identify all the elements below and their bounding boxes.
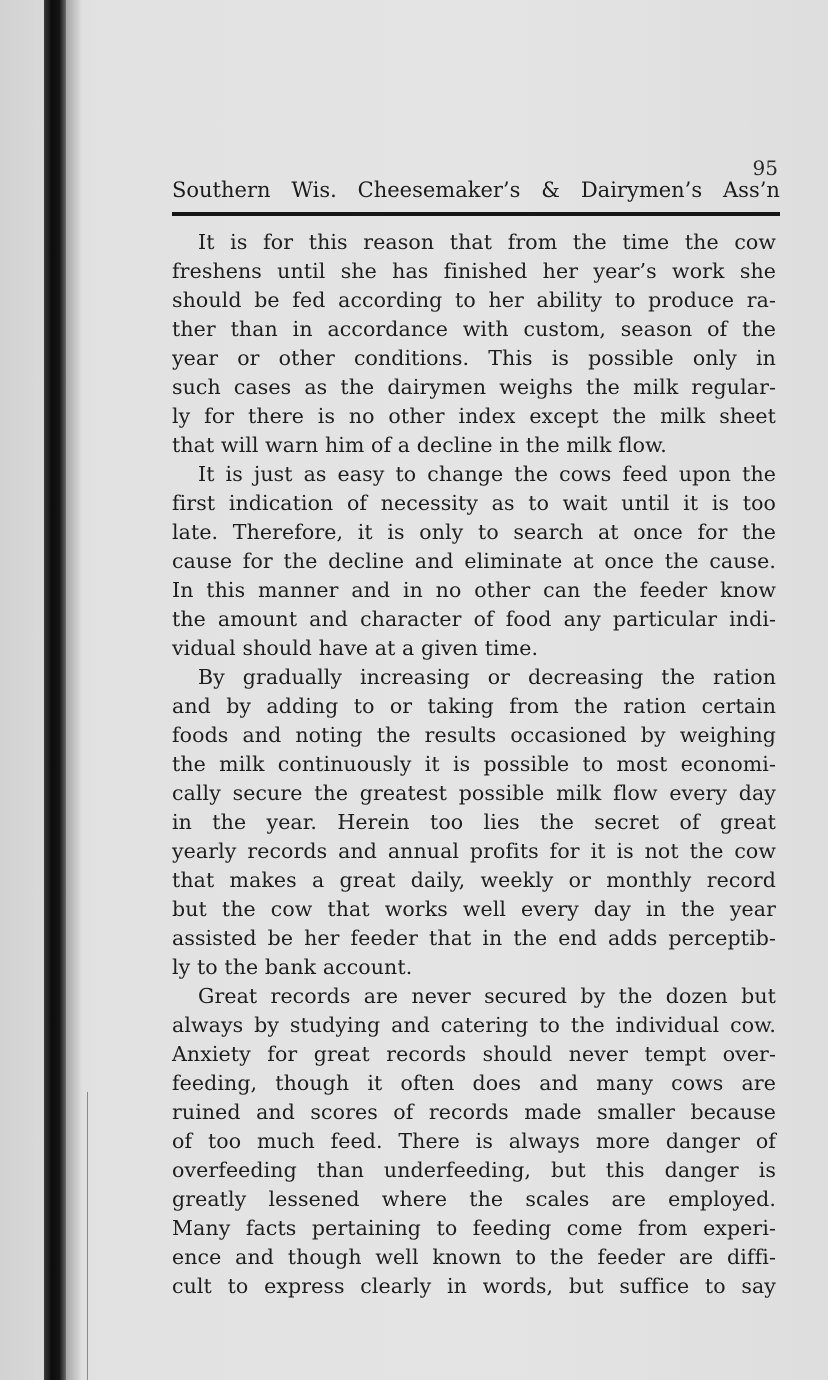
text-line: should be fed according to her ability to produce ra- <box>172 288 776 312</box>
running-head-word: Cheesemaker’s <box>357 178 521 202</box>
running-head-word: Southern <box>172 178 271 202</box>
text-line: year or other conditions. This is possible only in <box>172 346 776 370</box>
text-line: yearly records and annual profits for it is not the cow <box>172 839 776 863</box>
text-line: the amount and character of food any particular indi- <box>172 607 776 631</box>
text-line: such cases as the dairymen weighs the milk regular- <box>172 375 776 399</box>
text-line: Many facts pertaining to feeding come from experi- <box>172 1216 776 1240</box>
text-line: assisted be her feeder that in the end adds perceptib- <box>172 926 776 950</box>
running-head-word: Ass’n <box>723 178 780 202</box>
text-line: cally secure the greatest possible milk flow every day <box>172 781 776 805</box>
text-line: freshens until she has finished her year’s work she <box>172 259 776 283</box>
text-line: foods and noting the results occasioned by weighing <box>172 723 776 747</box>
text-line: In this manner and in no other can the feeder know <box>172 578 776 602</box>
text-line: Great records are never secured by the dozen but <box>198 984 776 1008</box>
text-line: feeding, though it often does and many cows are <box>172 1071 776 1095</box>
text-line: cult to express clearly in words, but suffice to say <box>172 1274 776 1298</box>
text-line: that makes a great daily, weekly or monthly record <box>172 868 776 892</box>
text-line: By gradually increasing or decreasing the ration <box>198 665 776 689</box>
page-number: 95 <box>752 156 778 180</box>
running-head <box>172 178 780 202</box>
page-edge-line <box>87 1092 88 1380</box>
text-line: first indication of necessity as to wait until it is too <box>172 491 776 515</box>
text-line: ruined and scores of records made smaller because <box>172 1100 776 1124</box>
header-rule <box>172 212 780 216</box>
text-line: of too much feed. There is always more danger of <box>172 1129 776 1153</box>
text-line: that will warn him of a decline in the milk flow. <box>172 433 667 457</box>
text-line: and by adding to or taking from the ration certain <box>172 694 776 718</box>
text-line: late. Therefore, it is only to search at once for the <box>172 520 776 544</box>
text-line: It is for this reason that from the time the cow <box>198 230 776 254</box>
text-line: Anxiety for great records should never tempt over- <box>172 1042 776 1066</box>
text-line: ther than in accordance with custom, season of the <box>172 317 776 341</box>
text-line: vidual should have at a given time. <box>172 636 539 660</box>
text-line: but the cow that works well every day in the year <box>172 897 776 921</box>
text-line: It is just as easy to change the cows feed upon the <box>198 462 776 486</box>
body-text <box>172 228 776 1301</box>
gutter-shadow <box>66 0 82 1380</box>
text-line: ence and though well known to the feeder are diffi- <box>172 1245 776 1269</box>
text-line: in the year. Herein too lies the secret of great <box>172 810 776 834</box>
running-head-word: Wis. <box>291 178 337 202</box>
text-line: overfeeding than underfeeding, but this danger is <box>172 1158 776 1182</box>
text-line: ly to the bank account. <box>172 955 413 979</box>
text-line: cause for the decline and eliminate at once the cause. <box>172 549 776 573</box>
text-line: always by studying and catering to the individual cow. <box>172 1013 776 1037</box>
book-binding-shadow <box>44 0 66 1380</box>
running-head-word: & <box>541 178 560 202</box>
running-head-word: Dairymen’s <box>580 178 703 202</box>
text-line: greatly lessened where the scales are employed. <box>172 1187 776 1211</box>
text-line: the milk continuously it is possible to most economi- <box>172 752 776 776</box>
text-line: ly for there is no other index except the milk sheet <box>172 404 776 428</box>
